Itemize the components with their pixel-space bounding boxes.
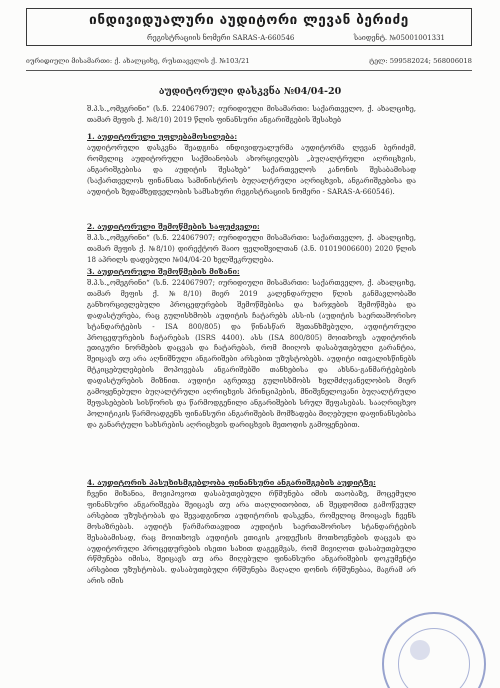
- intro-paragraph: შ.პ.ს.„ომეგრინი“ (ს.ნ. 224067907; იურიდიული მისამართი: საქართველო, ქ. ახალციხე, თამარ მეფის ქ. №8/10) 2019 წლის ფინანსური ანგარიშგების შესახებ: [87, 104, 416, 124]
- registry-number: რეგისტრაციის ნომერი SARAS-A-660546: [147, 34, 295, 42]
- section-2-text: შ.პ.ს.„ომეგრინი“ (ს.ნ. 224067907; იურიდიული მისამართი: საქართველო, ქ. ახალციხე, თამარ მეფის ქ. №8/10) დირექტორ შაიო ფელიშვილთან (პ.ნ. 01019006600) 2020 წლის 18 აპრილს დადებული №04/04-20 ხელშეკრულება.: [87, 233, 416, 264]
- id-code: საიდენტ. №05001001331: [353, 34, 445, 42]
- section-3-text: შ.პ.ს.„ომეგრინი“ (ს.ნ. 224067907; იურიდიული მისამართი: საქართველო, ქ. ახალციხე, თამარ მეფის ქ. №8/10) მიერ 2019 კალენდარული წლის განმავლობაში განხორციელებული პროცედურების შემოწმებისა და ხარჯების შემოწმება და დადასტურება, რაც გულისხმობს აუდიტის ჩატარებს ასს-ის (აუდიტის საერთაშორისო სტანდარტების - ISA 800/805) და წინასწარ შეთანხმებული, აუდიტორული პროცედურების ჩატარებას (ISRS 4400). ასს (ISA 800/805) მოითხოვს აუდიტორის ეთიკური ნორმების დაცვას და ჩატარებას, რომ მიიღოს დასაბუთებული გარანტია, შეიცავს თუ არა აღნიშნული ანგარიშები არსებით უზუსტობებს. აუდიტი ითვალისწინებს მტკიცებულებების მოპოვებას ანგარიშებში თანხებისა და ახსნა-განმარტებების დადასტურების მიზნით. აუდიტი აგრეთვე გულისხმობს ხელმძღვანელობის მიერ გამოყენებული ბუღალტრული აღრიცხვის პრინციპების, მნიშვნელოვანი ბუღალტრული შეფასებების სისწორის და წარმოდგენილი ანგარიშების სრულ შეფასებას. სააღრიცხვო პოლიტიკის წარმოადგენს ფინანსური ანგარიშების მომზადება მიღებული დაფინანსებისა და განარტული სახსრების აღრიცხვის დარიცხვის მეთოდის გამოყენებით.: [87, 278, 416, 429]
- section-4-text: ჩვენი მიზანია, მოვიპოვოთ დასაბუთებული რწმუნება იმის თაობაზე, მოცემული ფინანსური ანგარიშგება შეიცავს თუ არა თაღლითობით, ან შეცდომით გამოწვეულ არსებით უზუსტობას და შევადგინოთ აუდიტორის დასკვნა, რომელიც მოიცავს ჩვენს მოსაზრებას. აუდიტს წარმართავდით აუდიტის საერთაშორისო სტანდარტების შესაბამისად, რაც მოითხოვს აუდიტის ეთიკის კოდექსის მოთხოვნების დაცვას და აუდიტორული პროცედურების ისეთი სახით დაგეგმვას, რომ მივიღოთ დასაბუთებული რწმუნება იმისა, შეიცავს თუ არა მიღებული ფინანსური ანგარიშების დოკუმენტი არსებით უზუსტობას. დასაბუთებული რწმუნება მაღალი დონის რწმუნებაა, მაგრამ არ არის იმის: [87, 489, 416, 586]
- seal-inner-ring: [398, 628, 470, 688]
- section-2-heading: 2. აუდიტორული შემოწმების საფუძველი:: [87, 222, 260, 231]
- section-1-heading: 1. აუდიტორული უფლებამოსილება:: [87, 132, 238, 141]
- letterhead: [26, 8, 472, 46]
- seal-stamp: [382, 612, 486, 688]
- section-3-heading: 3. აუდიტორული შემოწმების მიზანი:: [87, 267, 240, 276]
- organization-name: ინდივიდუალური აუდიტორი ლევან ბერიძე: [89, 12, 409, 28]
- seal-emblem: [410, 640, 430, 660]
- document-title: აუდიტორული დასკვნა №04/04-20: [158, 86, 342, 97]
- legal-address: იურიდიული მისამართი: ქ. ახალციხე, რუსთაველის ქ. №103/21: [26, 57, 250, 65]
- address-row: [26, 57, 472, 67]
- section-4-heading: 4. აუდიტორის პასუხისმგებლობა ფინანსური ანგარიშგების აუდიტზე:: [87, 478, 376, 487]
- section-1-text: აუდიტორული დასკვნა შეადგინა ინდივიდუალურმა აუდიტორმა ლევან ბერიძემ, რომელიც აუდიტორული საქმიანობას ახორციელებს „ბუღალტრული აღრიცხვის, ანგარიშგებისა და აუდიტის შესახებ“ საქართველოს კანონის შესაბამისად (საქართველოს ფინანსთა სამინისტროს ბუღალტრული აღრიცხვის, ანგარიშგებისა და აუდიტის ზედამხედველობის სამსახური რეგისტრაციის ნომერი - SARAS-A-660546).: [87, 143, 416, 196]
- phone-numbers: ტელ: 599582024; 568006018: [369, 57, 472, 65]
- header-divider: [26, 70, 472, 71]
